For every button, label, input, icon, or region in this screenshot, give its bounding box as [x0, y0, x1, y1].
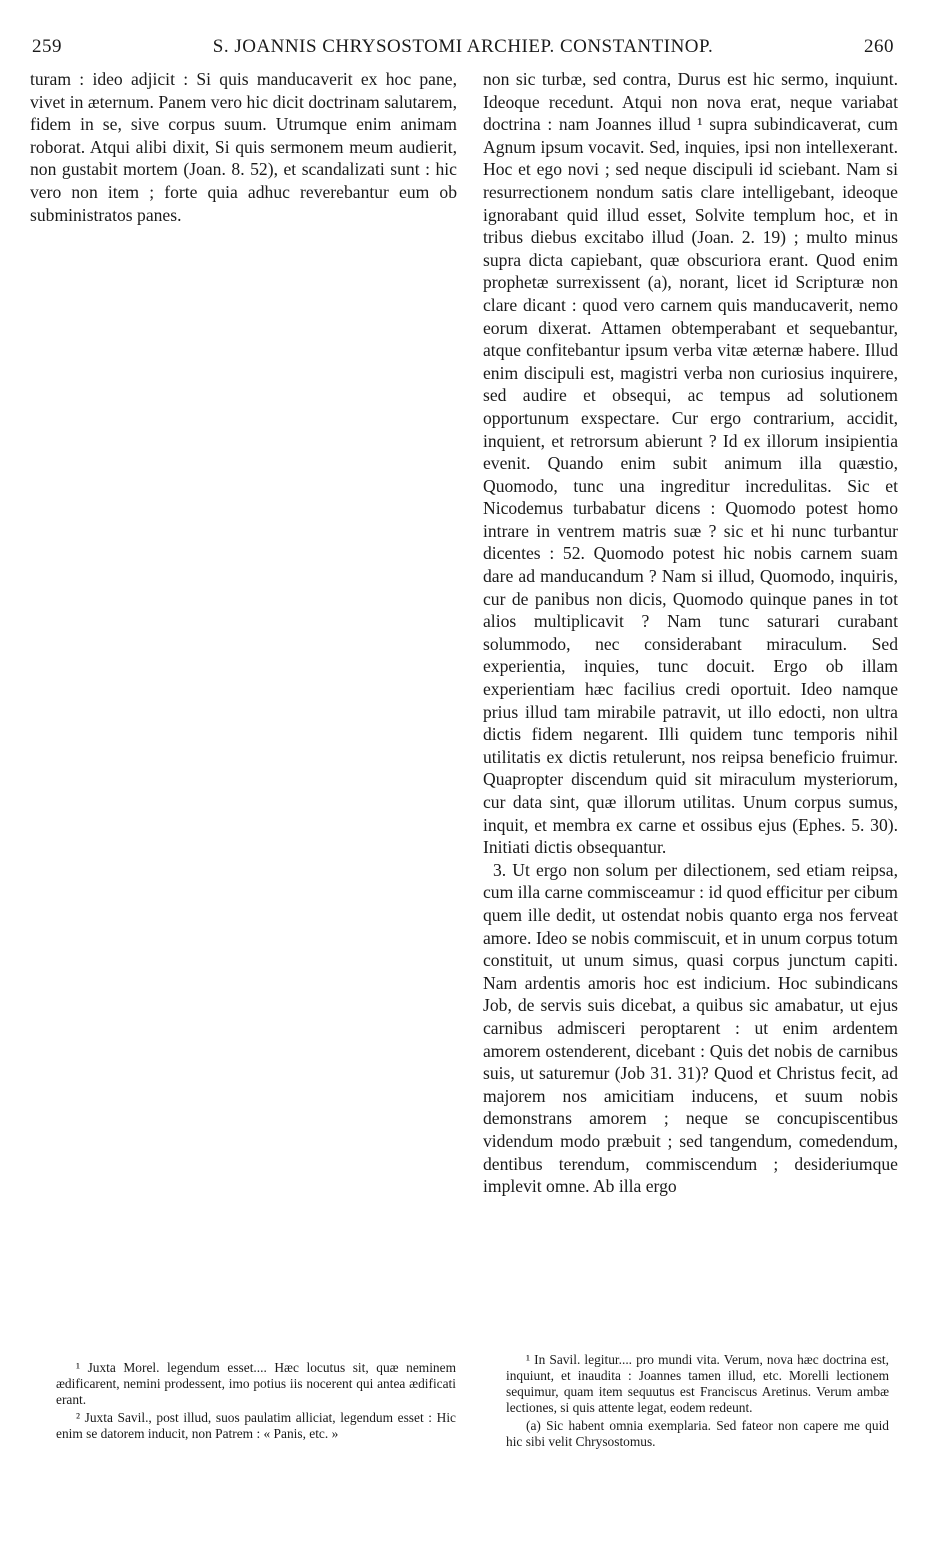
left-column [30, 68, 457, 226]
page-number-left: 259 [32, 36, 62, 57]
left-footnotes [56, 1360, 456, 1444]
right-footnotes [506, 1352, 889, 1452]
right-column [483, 68, 898, 1198]
right-column-paragraph-1: non sic turbæ, sed contra, Durus est hic sermo, inquiunt. Ideoque recedunt. Atqui non nova erat, neque variabat doctrina : nam Joannes illud ¹ supra subindicaverat, cum Agnum ipsum vocavit. Sed, inquies, ipsi non intellexerant. Hoc et ego novi ; sed neque discipuli id sciebant. Nam si resurrectionem nondum satis clare intelligebant, ideoque ignorabant quid illud esset, Solvite templum hoc, et in tribus diebus excitabo illud (Joan. 2. 19) ; multo minus supra dicta capiebant, quæ obscuriora erant. Quod enim prophetæ surrexissent (a), norant, licet id Scripturæ non clare dicant : quod vero carnem quis manducaverit, nemo eorum dixerat. Attamen obtemperabant et sequebantur, atque confitebantur ipsum verba vitæ æternæ habere. Illud enim discipuli est, magistri verba non curiosius inquirere, sed audire et obsequi, ac tempus ad solutionem opportunum exspectare. Cur ergo contrarium, accidit, inquient, et retrorsum abierunt ? Id ex illorum insipientia evenit. Quando enim subit animum illa quæstio, Quomodo, tunc una ingreditur incredulitas. Sic et Nicodemus turbabatur dicens : Quomodo potest homo intrare in ventrem matris suæ ? sic et hi nunc turbantur dicentes : 52. Quomodo potest hic nobis carnem suam dare ad manducandum ? Nam si illud, Quomodo, inquiris, cur de panibus non dicis, Quomodo quinque panes in tot alios multiplicavit ? Nam tunc saturari curabant solummodo, nec considerabant miraculum. Sed experientia, inquies, tunc docuit. Ergo ob illam experientiam hæc facilius credi oportuit. Ideo namque prius illud tam mirabile patravit, ut illo edocti, non ultra dictis fidem negarent. Illi quidem tunc temporis nihil utilitatis ex dictis retulerunt, nos reipsa beneficio fruimur. Quapropter discendum quid sit miraculum mysteriorum, cur data sint, quæ illorum utilitas. Unum corpus sumus, inquit, et membra ex carne et ossibus ejus (Ephes. 5. 30). Initiati dictis obsequantur. [483, 69, 898, 858]
footnote-left-2: ² Juxta Savil., post illud, suos paulatim alliciat, legendum esset : Hic enim se datorem inducit, non Patrem : « Panis, etc. » [56, 1410, 456, 1441]
footnote-right-2: (a) Sic habent omnia exemplaria. Sed fateor non capere me quid hic sibi velit Chrysostomus. [506, 1418, 889, 1449]
running-title: S. JOANNIS CHRYSOSTOMI ARCHIEP. CONSTANTINOP. [212, 36, 714, 57]
running-header [32, 36, 894, 60]
footnote-right-1: ¹ In Savil. legitur.... pro mundi vita. Verum, nova hæc doctrina est, inquiunt, et inaudita : Joannes tamen illud, etc. Morelli lectionem sequimur, quam item sequutus est Franciscus Aretinus. Verum ambæ lectiones, si quis attente legat, eodem redeunt. [506, 1352, 889, 1415]
footnote-left-1: ¹ Juxta Morel. legendum esset.... Hæc locutus sit, quæ neminem ædificarent, nemini prodessent, imo potius iis nocerent qui antea ædificati erant. [56, 1360, 456, 1407]
right-column-paragraph-2: 3. Ut ergo non solum per dilectionem, sed etiam reipsa, cum illa carne commisceamur : id quod efficitur per cibum quem ille dedit, ut ostendat nobis quanto erga nos ferveat amore. Ideo se nobis commiscuit, et in unum corpus totum constituit, ut unum simus, quasi corpus junctum capiti. Nam ardentis amoris hoc est indicium. Hoc subindicans Job, de servis suis dicebat, a quibus sic amabatur, ut ejus carnibus admisceri peroptarent : ut enim ardentem amorem ostenderent, dicebant : Quis det nobis de carnibus suis, ut saturemur (Job 31. 31)? Quod et Christus fecit, ad majorem nos amicitiam inducens, et suum nobis demonstrans amorem ; neque se concupiscentibus videndum modo præbuit ; sed tangendum, comedendum, dentibus terendum, commiscendum ; desideriumque implevit omne. Ab illa ergo [483, 859, 898, 1197]
page-number-right: 260 [864, 36, 894, 57]
left-column-text: turam : ideo adjicit : Si quis manducaverit ex hoc pane, vivet in æternum. Panem vero hic dicit doctrinam salutarem, fidem in se, sive corpus suum. Utrumque enim animam roborat. Atqui alibi dixit, Si quis sermonem meum audierit, non gustabit mortem (Joan. 8. 52), et scandalizati sunt : hic vero non item ; forte quia adhuc reverebantur eum ob subministratos panes. [30, 69, 457, 225]
